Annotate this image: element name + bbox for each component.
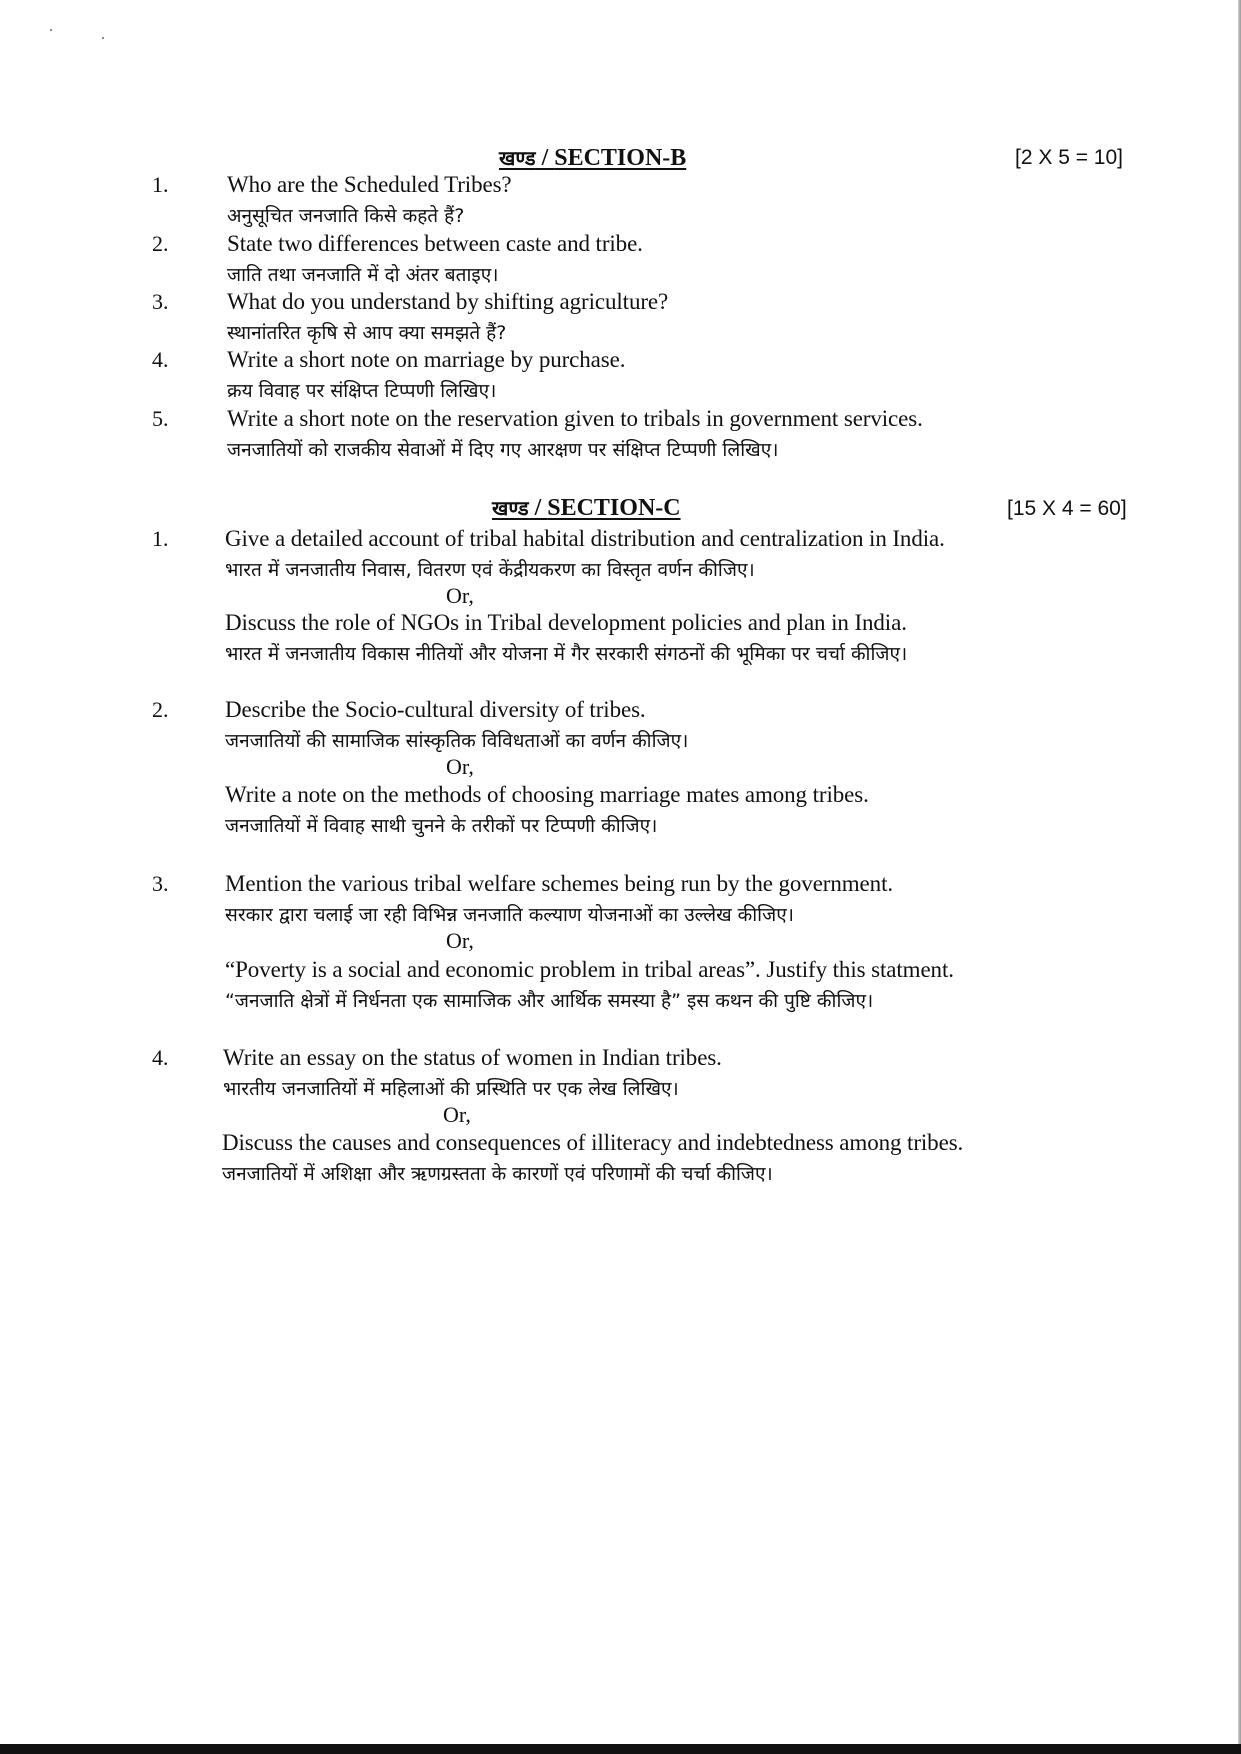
question-number: 2. xyxy=(152,697,169,722)
question-number: 3. xyxy=(152,871,169,896)
or-separator: Or, xyxy=(443,1102,471,1127)
question-number: 4. xyxy=(152,1045,169,1070)
question-number: 5. xyxy=(152,406,169,431)
section-b-title xyxy=(499,144,686,172)
section-c-marks: [15 X 4 = 60] xyxy=(1007,497,1127,520)
scan-edge-bottom xyxy=(0,1744,1241,1754)
question-text-hindi: भारत में जनजातीय निवास, वितरण एवं केंद्रीयकरण का विस्तृत वर्णन कीजिए। xyxy=(225,559,755,581)
question-text-hindi: जाति तथा जनजाति में दो अंतर बताइए। xyxy=(227,264,499,286)
section-c-title-separator: / xyxy=(528,495,548,521)
scan-speck xyxy=(102,37,104,39)
question-text-english: Mention the various tribal welfare schemes being run by the government. xyxy=(225,871,894,896)
alternate-question-text-hindi: जनजातियों में विवाह साथी चुनने के तरीकों पर टिप्पणी कीजिए। xyxy=(225,815,658,837)
question-text-english: Describe the Socio-cultural diversity of tribes. xyxy=(225,697,646,722)
question-text-english: Write a short note on marriage by purchase. xyxy=(227,347,626,372)
question-text-hindi: सरकार द्वारा चलाई जा रही विभिन्न जनजाति कल्याण योजनाओं का उल्लेख कीजिए। xyxy=(225,904,794,926)
alternate-question-text-english: Discuss the causes and consequences of illiteracy and indebtedness among tribes. xyxy=(222,1130,964,1155)
section-b-title-separator: / xyxy=(535,145,555,171)
alternate-question-text-hindi: जनजातियों में अशिक्षा और ऋणग्रस्तता के कारणों एवं परिणामों की चर्चा कीजिए। xyxy=(222,1163,773,1185)
section-b-title-hindi: खण्ड xyxy=(499,146,536,170)
or-separator: Or, xyxy=(446,928,474,953)
question-text-english: Write an essay on the status of women in Indian tribes. xyxy=(223,1045,722,1070)
question-number: 2. xyxy=(152,231,169,256)
section-c-title-hindi: खण्ड xyxy=(492,496,529,520)
question-text-hindi: भारतीय जनजातियों में महिलाओं की प्रस्थिति पर एक लेख लिखिए। xyxy=(223,1078,679,1100)
section-b-title-english: SECTION-B xyxy=(554,145,687,171)
or-separator: Or, xyxy=(446,583,474,608)
alternate-question-text-english: Write a note on the methods of choosing marriage mates among tribes. xyxy=(225,782,869,807)
question-text-hindi: अनुसूचित जनजाति किसे कहते हैं? xyxy=(227,205,465,227)
section-c-title xyxy=(492,494,681,522)
alternate-question-text-hindi: भारत में जनजातीय विकास नीतियों और योजना में गैर सरकारी संगठनों की भूमिका पर चर्चा कीजिए। xyxy=(225,643,908,665)
question-text-hindi: जनजातियों की सामाजिक सांस्कृतिक विविधताओं का वर्णन कीजिए। xyxy=(225,730,689,752)
section-b-marks: [2 X 5 = 10] xyxy=(1015,146,1123,169)
question-number: 1. xyxy=(152,172,169,197)
question-number: 3. xyxy=(152,289,169,314)
question-text-hindi: जनजातियों को राजकीय सेवाओं में दिए गए आरक्षण पर संक्षिप्त टिप्पणी लिखिए। xyxy=(227,439,779,461)
alternate-question-text-hindi: “जनजाति क्षेत्रों में निर्धनता एक सामाजिक और आर्थिक समस्या है” इस कथन की पुष्टि कीजिए। xyxy=(225,990,874,1012)
question-text-english: State two differences between caste and tribe. xyxy=(227,231,643,256)
or-separator: Or, xyxy=(446,754,474,779)
section-c-header xyxy=(0,494,1241,524)
question-text-english: Give a detailed account of tribal habital distribution and centralization in India. xyxy=(225,526,945,551)
question-text-english: Who are the Scheduled Tribes? xyxy=(227,172,512,197)
question-number: 4. xyxy=(152,347,169,372)
scan-speck xyxy=(50,29,52,31)
question-text-hindi: क्रय विवाह पर संक्षिप्त टिप्पणी लिखिए। xyxy=(227,380,497,402)
question-number: 1. xyxy=(152,526,169,551)
question-text-english: What do you understand by shifting agriculture? xyxy=(227,289,669,314)
section-b-header xyxy=(0,144,1241,174)
section-c-title-english: SECTION-C xyxy=(547,495,681,521)
alternate-question-text-english: “Poverty is a social and economic problem in tribal areas”. Justify this statment. xyxy=(225,957,954,982)
question-text-english: Write a short note on the reservation given to tribals in government services. xyxy=(227,406,923,431)
question-text-hindi: स्थानांतरित कृषि से आप क्या समझते हैं? xyxy=(227,322,507,344)
alternate-question-text-english: Discuss the role of NGOs in Tribal development policies and plan in India. xyxy=(225,610,907,635)
